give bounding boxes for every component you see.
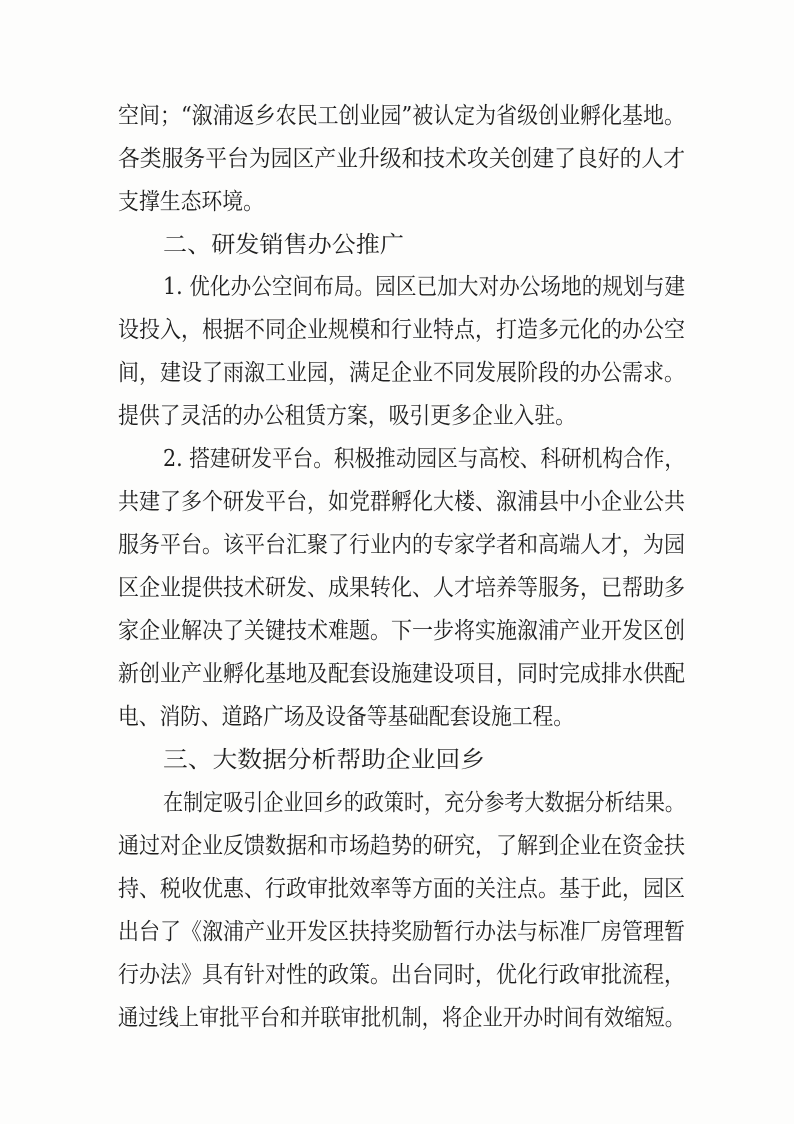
line-text: 通过线上审批平台和并联审批机制，将企业开办时间有效缩短。 [118, 1005, 685, 1031]
text-line [0, 439, 794, 479]
section-heading [0, 740, 794, 780]
text-line [0, 267, 794, 307]
line-text: 家企业解决了关键技术难题。下一步将实施溆浦产业开发区创 [118, 618, 685, 644]
line-text: 支撑生态环境。 [118, 189, 264, 215]
text-line [0, 869, 794, 909]
text-line [0, 955, 794, 995]
line-text: 2. 搭建研发平台。积极推动园区与高校、科研机构合作， [163, 446, 685, 472]
line-text: 新创业产业孵化基地及配套设施建设项目，同时完成排水供配 [118, 661, 685, 687]
line-text: 持、税收优惠、行政审批效率等方面的关注点。基于此，园区 [118, 876, 685, 902]
text-line [0, 783, 794, 823]
line-text: 区企业提供技术研发、成果转化、人才培养等服务，已帮助多 [118, 575, 685, 601]
line-text: 空间；“溆浦返乡农民工创业园”被认定为省级创业孵化基地。 [118, 103, 685, 129]
line-text: 各类服务平台为园区产业升级和技术攻关创建了良好的人才 [118, 146, 685, 172]
line-text: 间，建设了雨溆工业园，满足企业不同发展阶段的办公需求。 [118, 360, 685, 386]
line-text: 共建了多个研发平台，如党群孵化大楼、溆浦县中小企业公共 [118, 489, 685, 515]
text-line [0, 482, 794, 522]
section-heading-text: 二、研发销售办公推广 [163, 232, 404, 258]
text-line [0, 353, 794, 393]
text-line [0, 310, 794, 350]
section-heading-text: 三、大数据分析帮助企业回乡 [163, 747, 486, 773]
text-line [0, 182, 794, 222]
text-line [0, 826, 794, 866]
text-line [0, 568, 794, 608]
text-line [0, 611, 794, 651]
section-heading [0, 225, 794, 265]
text-line [0, 396, 794, 436]
line-text: 通过对企业反馈数据和市场趋势的研究，了解到企业在资金扶 [118, 833, 685, 859]
text-line [0, 998, 794, 1038]
line-text: 出台了《溆浦产业开发区扶持奖励暂行办法与标准厂房管理暂 [118, 919, 685, 945]
text-line [0, 912, 794, 952]
line-text: 设投入，根据不同企业规模和行业特点，打造多元化的办公空 [118, 317, 685, 343]
text-line [0, 697, 794, 737]
text-line [0, 139, 794, 179]
text-line [0, 96, 794, 136]
line-text: 1. 优化办公空间布局。园区已加大对办公场地的规划与建 [163, 274, 685, 300]
line-text: 在制定吸引企业回乡的政策时，充分参考大数据分析结果。 [163, 790, 685, 816]
line-text: 行办法》具有针对性的政策。出台同时，优化行政审批流程， [118, 962, 685, 988]
line-text: 提供了灵活的办公租赁方案，吸引更多企业入驻。 [118, 403, 576, 429]
text-line [0, 525, 794, 565]
line-text: 电、消防、道路广场及设备等基础配套设施工程。 [118, 704, 574, 730]
text-line [0, 654, 794, 694]
line-text: 服务平台。该平台汇聚了行业内的专家学者和高端人才，为园 [118, 532, 685, 558]
